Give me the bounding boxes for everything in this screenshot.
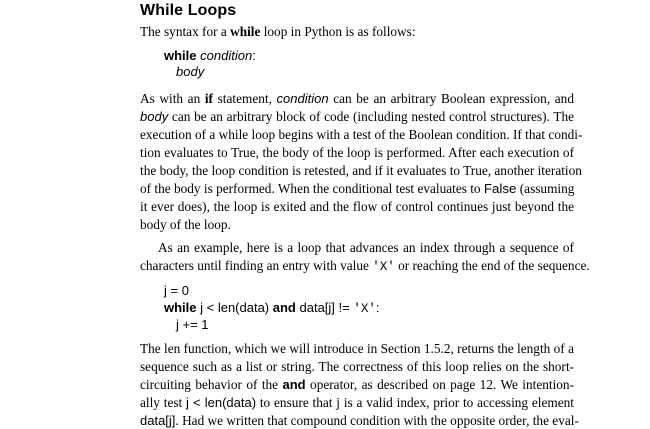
para2-line: characters until finding an entry with value 'X' or reaching the end of the sequence. [140, 258, 590, 274]
para3-line: sequence such as a list or string. The correctness of this loop relies on the short- [140, 359, 574, 374]
para1-line: it ever does), the loop is exited and the flow of control continues just beyond the [140, 199, 574, 214]
code-line-2: while j < len(data) and data[j] != 'X': [164, 300, 380, 316]
intro-line: The syntax for a while loop in Python is as follows: [140, 24, 416, 39]
keyword-while: while [164, 48, 197, 63]
code-line-1: j = 0 [164, 283, 189, 298]
para1-line: of the body is performed. When the conditional test evaluates to False (assuming [140, 181, 575, 196]
para1-line: body of the loop. [140, 217, 231, 232]
keyword-while: while [230, 24, 261, 39]
para3-line: ally test j < len(data) to ensure that j is a valid index, prior to accessing element [140, 395, 574, 410]
para1-line: execution of a while loop begins with a test of the Boolean condition. If that condi- [140, 127, 583, 142]
para1-line: tion evaluates to True, the body of the loop is performed. After each execution of [140, 145, 574, 160]
syntax-line-1: while condition: [164, 48, 256, 63]
para1-line: body can be an arbitrary block of code (including nested control structures). The [140, 109, 574, 124]
para3-line: data[j]. Had we written that compound condition with the opposite order, the eval- [140, 413, 579, 428]
para3-line: circuiting behavior of the and operator, as described on page 12. We intention- [140, 377, 575, 392]
para1-line: the body, the loop condition is retested, and if it evaluates to True, another iteration [140, 163, 582, 178]
para1-line: As with an if statement, condition can be an arbitrary Boolean expression, and [140, 91, 574, 106]
keyword-and: and [272, 300, 296, 315]
para2-line: As an example, here is a loop that advances an index through a sequence of [158, 240, 574, 255]
section-heading: While Loops [140, 2, 237, 19]
syntax-line-2: body [176, 64, 205, 79]
keyword-while: while [164, 300, 197, 315]
code-line-3: j += 1 [176, 317, 209, 332]
para3-line: The len function, which we will introduce in Section 1.5.2, returns the length of a [140, 341, 574, 356]
